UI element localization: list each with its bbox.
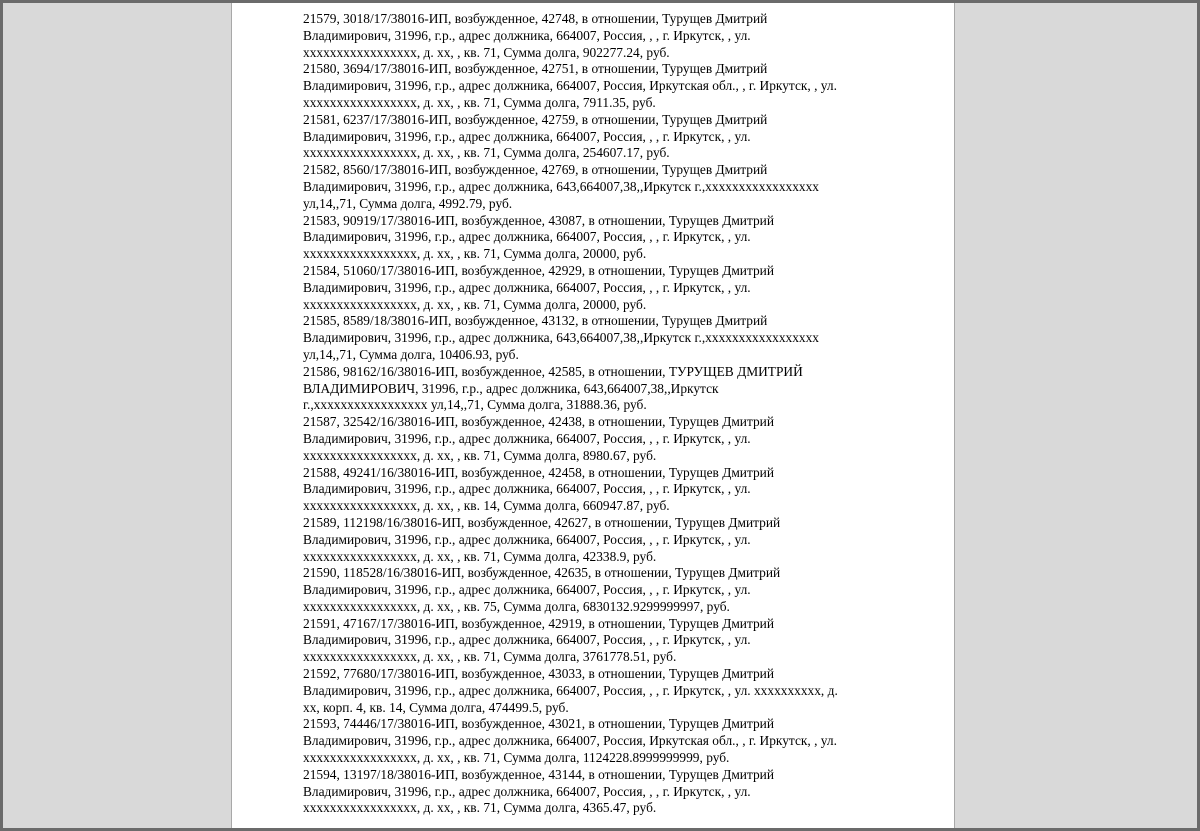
document-text-line: Владимирович, 31996, г.р., адрес должника, 643,664007,38,,Иркутск г.,xxxxxxxxxxxxxxxxx [303, 178, 820, 194]
document-text-line: г.,xxxxxxxxxxxxxxxxx ул,14,,71, Сумма долга, 31888.36, руб. [303, 397, 647, 413]
document-text-line: Владимирович, 31996, г.р., адрес должника, 664007, Россия, , , г. Иркутск, , ул. [303, 430, 751, 446]
document-text-line: Владимирович, 31996, г.р., адрес должника, 664007, Россия, , , г. Иркутск, , ул. [303, 531, 751, 547]
document-text-line: Владимирович, 31996, г.р., адрес должника, 664007, Россия, , , г. Иркутск, , ул. [303, 632, 751, 648]
document-text-line: 21592, 77680/17/38016-ИП, возбужденное, 43033, в отношении, Турущев Дмитрий [303, 666, 775, 682]
document-text-line: Владимирович, 31996, г.р., адрес должника, 664007, Россия, Иркутская обл., , г. Иркутск, , ул. [303, 78, 837, 94]
document-text-line: 21579, 3018/17/38016-ИП, возбужденное, 42748, в отношении, Турущев Дмитрий [303, 11, 768, 26]
document-text-line: xx, корп. 4, кв. 14, Сумма долга, 474499.5, руб. [303, 699, 569, 715]
document-text-line: 21589, 112198/16/38016-ИП, возбужденное, 42627, в отношении, Турущев Дмитрий [303, 514, 781, 530]
document-text-line: Владимирович, 31996, г.р., адрес должника, 664007, Россия, Иркутская обл., , г. Иркутск, , ул. [303, 733, 837, 749]
document-text-line: xxxxxxxxxxxxxxxxx, д. xx, , кв. 71, Сумма долга, 902277.24, руб. [303, 44, 670, 60]
document-text-line: 21591, 47167/17/38016-ИП, возбужденное, 42919, в отношении, Турущев Дмитрий [303, 615, 775, 631]
document-text-line: Владимирович, 31996, г.р., адрес должника, 664007, Россия, , , г. Иркутск, , ул. [303, 27, 751, 43]
document-text-line: Владимирович, 31996, г.р., адрес должника, 664007, Россия, , , г. Иркутск, , ул. [303, 481, 751, 497]
document-text-line: 21585, 8589/18/38016-ИП, возбужденное, 43132, в отношении, Турущев Дмитрий [303, 313, 768, 329]
document-text-line: Владимирович, 31996, г.р., адрес должника, 664007, Россия, , , г. Иркутск, , ул. [303, 279, 751, 295]
document-text-line: ул,14,,71, Сумма долга, 4992.79, руб. [303, 195, 513, 211]
document-text-line: 21581, 6237/17/38016-ИП, возбужденное, 42759, в отношении, Турущев Дмитрий [303, 111, 768, 127]
document-text-line: Владимирович, 31996, г.р., адрес должника, 664007, Россия, , , г. Иркутск, , ул. [303, 582, 751, 598]
document-text-line: xxxxxxxxxxxxxxxxx, д. xx, , кв. 71, Сумма долга, 7911.35, руб. [303, 94, 656, 110]
document-text-line: ул,14,,71, Сумма долга, 10406.93, руб. [303, 346, 519, 362]
document-text-line: xxxxxxxxxxxxxxxxx, д. xx, , кв. 71, Сумма долга, 4365.47, руб. [303, 800, 657, 816]
document-text-line: 21594, 13197/18/38016-ИП, возбужденное, 43144, в отношении, Турущев Дмитрий [303, 766, 775, 782]
document-text-line: 21590, 118528/16/38016-ИП, возбужденное, 42635, в отношении, Турущев Дмитрий [303, 565, 781, 581]
document-text-line: 21580, 3694/17/38016-ИП, возбужденное, 42751, в отношении, Турущев Дмитрий [303, 61, 768, 77]
document-text-line: Владимирович, 31996, г.р., адрес должника, 664007, Россия, , , г. Иркутск, , ул. [303, 128, 751, 144]
document-text-line: xxxxxxxxxxxxxxxxx, д. xx, , кв. 75, Сумма долга, 6830132.9299999997, руб. [303, 598, 730, 614]
document-text-line: 21582, 8560/17/38016-ИП, возбужденное, 42769, в отношении, Турущев Дмитрий [303, 162, 768, 178]
document-text-line: Владимирович, 31996, г.р., адрес должника, 643,664007,38,,Иркутск г.,xxxxxxxxxxxxxxxxx [303, 330, 820, 346]
document-body [303, 11, 903, 817]
document-text-line: Владимирович, 31996, г.р., адрес должника, 664007, Россия, , , г. Иркутск, , ул. xxxxxxxxxx, д. [303, 682, 838, 698]
document-text-line: 21586, 98162/16/38016-ИП, возбужденное, 42585, в отношении, ТУРУЩЕВ ДМИТРИЙ [303, 363, 803, 379]
document-text-line: 21583, 90919/17/38016-ИП, возбужденное, 43087, в отношении, Турущев Дмитрий [303, 212, 775, 228]
document-text-line: xxxxxxxxxxxxxxxxx, д. xx, , кв. 71, Сумма долга, 3761778.51, руб. [303, 649, 677, 665]
document-text-line: xxxxxxxxxxxxxxxxx, д. xx, , кв. 71, Сумма долга, 254607.17, руб. [303, 145, 670, 161]
document-text-line: xxxxxxxxxxxxxxxxx, д. xx, , кв. 71, Сумма долга, 42338.9, руб. [303, 548, 657, 564]
document-text-line: xxxxxxxxxxxxxxxxx, д. xx, , кв. 71, Сумма долга, 20000, руб. [303, 246, 647, 262]
document-text-line: Владимирович, 31996, г.р., адрес должника, 664007, Россия, , , г. Иркутск, , ул. [303, 783, 751, 799]
document-text-line: ВЛАДИМИРОВИЧ, 31996, г.р., адрес должника, 643,664007,38,,Иркутск [303, 380, 719, 396]
document-text-line: 21588, 49241/16/38016-ИП, возбужденное, 42458, в отношении, Турущев Дмитрий [303, 464, 775, 480]
document-text-line: xxxxxxxxxxxxxxxxx, д. xx, , кв. 71, Сумма долга, 8980.67, руб. [303, 447, 657, 463]
document-text-line: xxxxxxxxxxxxxxxxx, д. xx, , кв. 71, Сумма долга, 20000, руб. [303, 296, 647, 312]
document-page [231, 3, 955, 831]
document-text-line: 21584, 51060/17/38016-ИП, возбужденное, 42929, в отношении, Турущев Дмитрий [303, 262, 775, 278]
document-text-line: 21587, 32542/16/38016-ИП, возбужденное, 42438, в отношении, Турущев Дмитрий [303, 414, 775, 430]
document-text-line: xxxxxxxxxxxxxxxxx, д. xx, , кв. 71, Сумма долга, 1124228.8999999999, руб. [303, 750, 730, 766]
document-text-line: xxxxxxxxxxxxxxxxx, д. xx, , кв. 14, Сумма долга, 660947.87, руб. [303, 498, 670, 514]
document-text-line: Владимирович, 31996, г.р., адрес должника, 664007, Россия, , , г. Иркутск, , ул. [303, 229, 751, 245]
document-text-line: 21593, 74446/17/38016-ИП, возбужденное, 43021, в отношении, Турущев Дмитрий [303, 716, 775, 732]
